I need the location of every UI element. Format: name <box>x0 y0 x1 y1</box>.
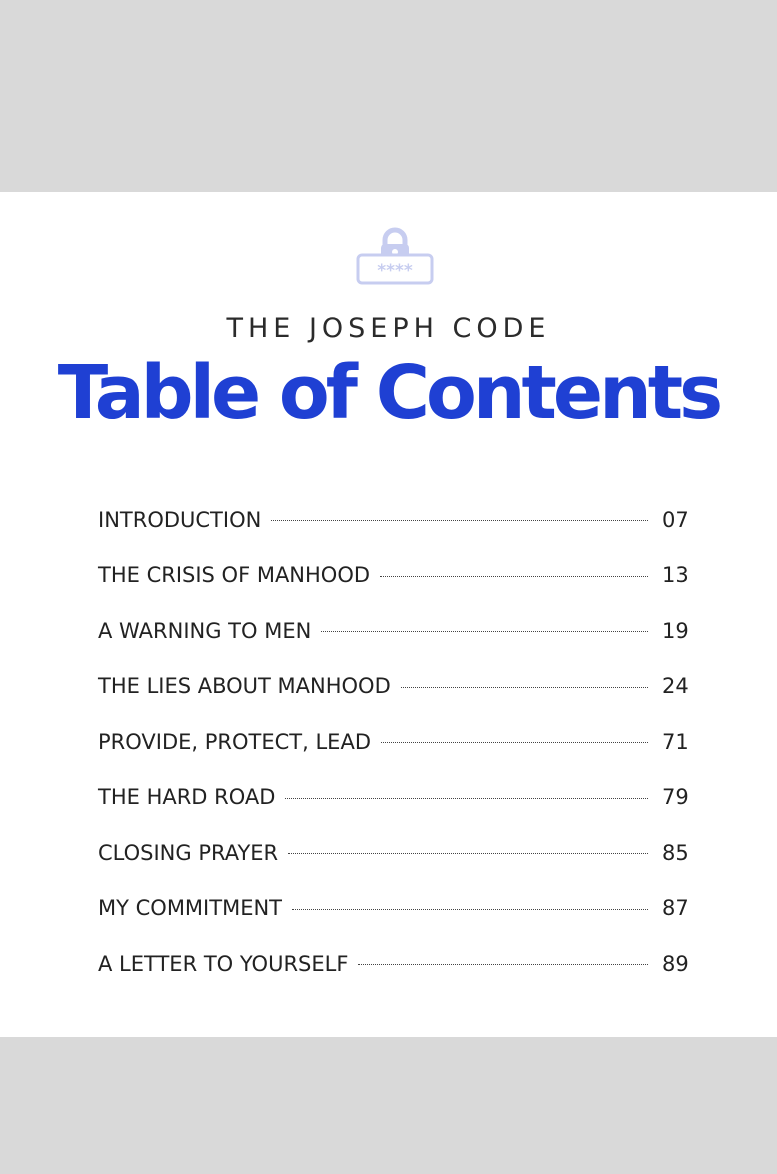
toc-entry[interactable] <box>98 770 690 826</box>
dot-leader <box>380 576 648 577</box>
dot-leader <box>358 964 648 965</box>
toc-entry[interactable] <box>98 881 690 937</box>
toc-entry-label: INTRODUCTION <box>98 507 262 532</box>
toc-entry-label: THE HARD ROAD <box>98 785 276 810</box>
toc-entry-page-number: 87 <box>662 896 689 921</box>
dot-leader <box>271 520 648 521</box>
toc-entry[interactable] <box>98 936 690 992</box>
toc-entry[interactable] <box>98 825 690 881</box>
toc-entry-page-number: 07 <box>662 507 689 532</box>
page-title: Table of Contents <box>57 350 720 436</box>
dot-leader <box>285 798 648 799</box>
toc-entry-label: A LETTER TO YOURSELF <box>98 951 349 976</box>
toc-entry[interactable] <box>98 548 690 604</box>
toc-entry[interactable] <box>98 603 690 659</box>
password-lock-icon <box>356 224 434 286</box>
dot-leader <box>381 742 648 743</box>
password-mask-text: **** <box>377 261 413 281</box>
toc-entry-label: MY COMMITMENT <box>98 896 282 921</box>
toc-entry-page-number: 85 <box>662 840 689 865</box>
dot-leader <box>288 853 648 854</box>
toc-entry-label: PROVIDE, PROTECT, LEAD <box>98 729 371 754</box>
toc-entry-page-number: 24 <box>662 674 689 699</box>
toc-entry-page-number: 71 <box>662 729 689 754</box>
toc-entry-label: THE LIES ABOUT MANHOOD <box>98 674 391 699</box>
toc-entry-page-number: 13 <box>662 563 689 588</box>
toc-entry[interactable] <box>98 659 690 715</box>
toc-entry-label: CLOSING PRAYER <box>98 840 279 865</box>
lock-icon <box>356 224 434 286</box>
toc-entry-page-number: 79 <box>662 785 689 810</box>
dot-leader <box>292 909 648 910</box>
dot-leader <box>321 631 648 632</box>
book-subtitle: THE JOSEPH CODE <box>226 313 551 344</box>
document-page <box>0 192 777 1037</box>
table-of-contents <box>98 492 690 992</box>
toc-entry[interactable] <box>98 492 690 548</box>
toc-entry-label: THE CRISIS OF MANHOOD <box>98 563 371 588</box>
dot-leader <box>401 687 648 688</box>
toc-entry-label: A WARNING TO MEN <box>98 618 312 643</box>
toc-entry[interactable] <box>98 714 690 770</box>
toc-entry-page-number: 89 <box>662 951 689 976</box>
toc-entry-page-number: 19 <box>662 618 689 643</box>
